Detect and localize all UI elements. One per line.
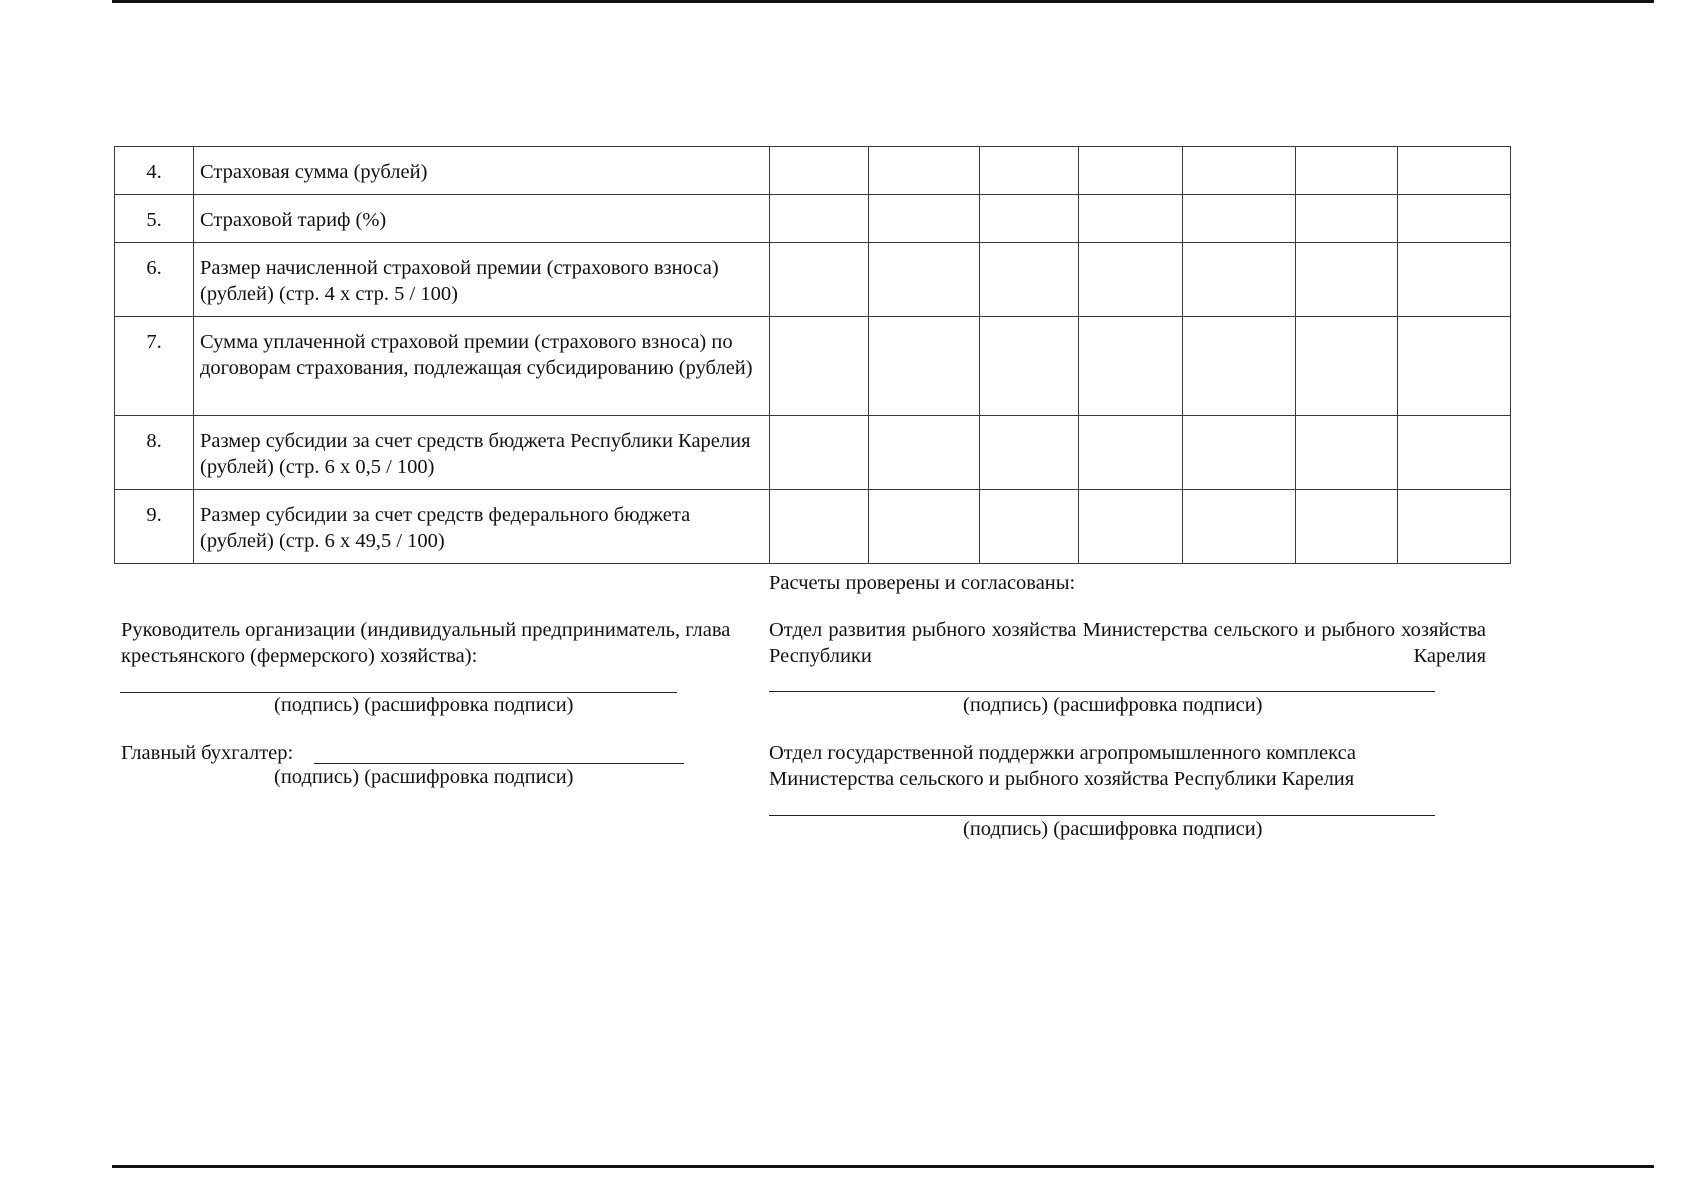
value-cell[interactable] [770, 416, 869, 490]
value-cell[interactable] [869, 416, 980, 490]
calculation-table [114, 146, 1511, 564]
agro-support-department-label: Отдел государственной поддержки агропромышленного комплекса Министерства сельского и рыбного хозяйства Республики Карелия [769, 742, 1357, 790]
value-cell[interactable] [1079, 147, 1183, 195]
value-cell[interactable] [1079, 317, 1183, 416]
value-cell[interactable] [1183, 243, 1296, 317]
value-cell[interactable] [869, 317, 980, 416]
value-cell[interactable] [1183, 195, 1296, 243]
value-cell[interactable] [1079, 195, 1183, 243]
value-cell[interactable] [1296, 416, 1398, 490]
value-cell[interactable] [980, 317, 1079, 416]
fisheries-signature-caption: (подпись) (расшифровка подписи) [963, 694, 1263, 716]
value-cell[interactable] [1398, 147, 1511, 195]
row-number: 4. [115, 147, 194, 195]
value-cell[interactable] [980, 147, 1079, 195]
value-cell[interactable] [1398, 243, 1511, 317]
value-cell[interactable] [1296, 317, 1398, 416]
value-cell[interactable] [980, 195, 1079, 243]
value-cell[interactable] [1183, 147, 1296, 195]
value-cell[interactable] [770, 147, 869, 195]
row-number: 6. [115, 243, 194, 317]
value-cell[interactable] [1183, 416, 1296, 490]
value-cell[interactable] [869, 490, 980, 564]
value-cell[interactable] [869, 195, 980, 243]
value-cell[interactable] [980, 243, 1079, 317]
table-row [115, 147, 1511, 195]
row-number: 8. [115, 416, 194, 490]
value-cell[interactable] [869, 147, 980, 195]
calculations-checked-label: Расчеты проверены и согласованы: [769, 572, 1076, 594]
row-number: 9. [115, 490, 194, 564]
table-row [115, 195, 1511, 243]
table-row [115, 243, 1511, 317]
accountant-signature-caption: (подпись) (расшифровка подписи) [274, 766, 574, 788]
table-row [115, 317, 1511, 416]
fisheries-department-label: Отдел развития рыбного хозяйства Министерства сельского и рыбного хозяйства Республики Карелия [769, 619, 1486, 667]
value-cell[interactable] [1398, 416, 1511, 490]
value-cell[interactable] [770, 317, 869, 416]
row-label: Страховой тариф (%) [194, 195, 770, 243]
value-cell[interactable] [1296, 490, 1398, 564]
value-cell[interactable] [770, 243, 869, 317]
value-cell[interactable] [1079, 416, 1183, 490]
row-label: Сумма уплаченной страховой премии (страхового взноса) по договорам страхования, подлежащая субсидированию (рублей) [194, 317, 770, 416]
value-cell[interactable] [1183, 490, 1296, 564]
value-cell[interactable] [1079, 243, 1183, 317]
row-label: Страховая сумма (рублей) [194, 147, 770, 195]
head-signature-caption: (подпись) (расшифровка подписи) [274, 694, 574, 716]
agro-support-signature-caption: (подпись) (расшифровка подписи) [963, 818, 1263, 840]
value-cell[interactable] [980, 416, 1079, 490]
row-number: 7. [115, 317, 194, 416]
value-cell[interactable] [1398, 317, 1511, 416]
value-cell[interactable] [980, 490, 1079, 564]
table-row [115, 416, 1511, 490]
value-cell[interactable] [1296, 195, 1398, 243]
row-number: 5. [115, 195, 194, 243]
value-cell[interactable] [770, 195, 869, 243]
value-cell[interactable] [1398, 195, 1511, 243]
row-label: Размер начисленной страховой премии (страхового взноса) (рублей) (стр. 4 x стр. 5 / 100) [194, 243, 770, 317]
row-label: Размер субсидии за счет средств федерального бюджета (рублей) (стр. 6 x 49,5 / 100) [194, 490, 770, 564]
bottom-border-rule [112, 1165, 1654, 1168]
value-cell[interactable] [1079, 490, 1183, 564]
row-label: Размер субсидии за счет средств бюджета Республики Карелия (рублей) (стр. 6 x 0,5 / 100) [194, 416, 770, 490]
value-cell[interactable] [869, 243, 980, 317]
top-border-rule [112, 0, 1654, 3]
value-cell[interactable] [1398, 490, 1511, 564]
value-cell[interactable] [1296, 243, 1398, 317]
table-row [115, 490, 1511, 564]
value-cell[interactable] [770, 490, 869, 564]
organization-head-label: Руководитель организации (индивидуальный предприниматель, глава крестьянского (фермерского) хозяйства): [121, 619, 731, 667]
value-cell[interactable] [1183, 317, 1296, 416]
value-cell[interactable] [1296, 147, 1398, 195]
chief-accountant-label: Главный бухгалтер: [121, 742, 294, 764]
